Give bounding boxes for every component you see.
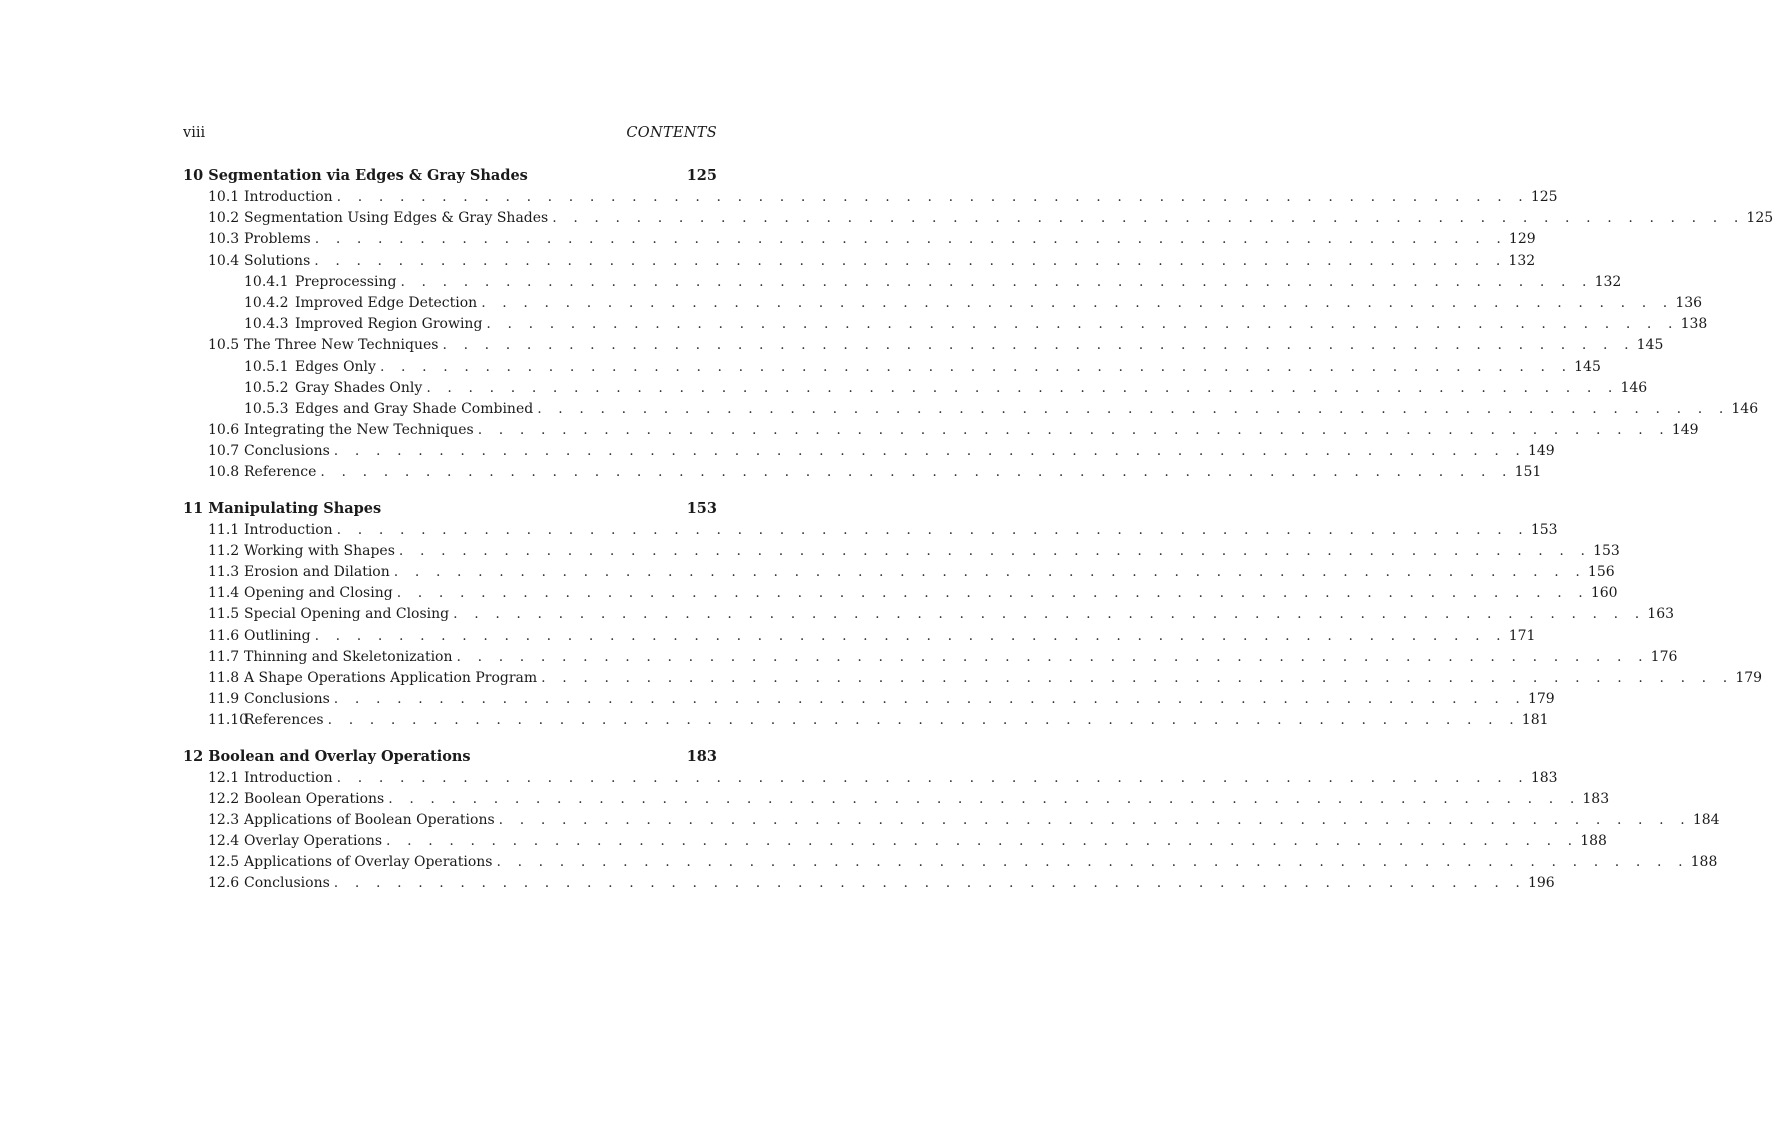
entry-label: Reference <box>244 464 317 481</box>
entry-page: 132 <box>1594 273 1622 290</box>
entry-label: References <box>244 712 324 729</box>
entry-label: Working with Shapes <box>244 542 395 559</box>
toc-entry <box>183 562 1615 583</box>
toc-entry <box>183 229 1536 250</box>
entry-number: 12.4 <box>208 833 240 850</box>
dot-leader: . . . . . . . . . . . . . . . . . . . . . . . . . . . . . . . . . . . . . . . . . . . . . . . . . . . . . . . . . <box>552 210 1745 227</box>
entry-page: 188 <box>1580 833 1607 850</box>
entry-label: Boolean Operations <box>244 790 385 807</box>
entry-number: 11.9 <box>208 691 240 708</box>
entry-number: 10.3 <box>208 231 240 248</box>
entry-number: 10.5.1 <box>244 358 289 375</box>
entry-number: 10.4 <box>208 252 240 269</box>
dot-leader: . . . . . . . . . . . . . . . . . . . . . . . . . . . . . . . . . . . . . . . . . . . . . . . . . . . . . . . . . <box>386 833 1579 850</box>
chapter-page: 153 <box>686 499 717 517</box>
entry-label: Solutions <box>244 252 311 269</box>
entry-page: 125 <box>1746 210 1773 227</box>
dot-leader: . . . . . . . . . . . . . . . . . . . . . . . . . . . . . . . . . . . . . . . . . . . . . . . . . . . . . . . . . <box>336 769 1529 786</box>
entry-label: Improved Region Growing <box>295 316 483 333</box>
entry-label: Overlay Operations <box>244 833 383 850</box>
entry-number: 12.6 <box>208 875 240 892</box>
entry-page: 181 <box>1521 712 1549 729</box>
entry-page: 129 <box>1508 231 1536 248</box>
entry-label: Conclusions <box>244 443 330 460</box>
toc-entry <box>183 441 1555 462</box>
toc-entry <box>183 647 1678 668</box>
toc-entry <box>183 420 1699 441</box>
entry-label: Applications of Overlay Operations <box>244 854 493 871</box>
entry-number: 10.4.1 <box>244 273 289 290</box>
entry-page: 179 <box>1735 669 1763 686</box>
dot-leader: . . . . . . . . . . . . . . . . . . . . . . . . . . . . . . . . . . . . . . . . . . . . . . . . . . . . . . . . . <box>442 337 1635 354</box>
entry-page: 163 <box>1647 606 1675 623</box>
entry-label: Conclusions <box>244 691 330 708</box>
dot-leader: . . . . . . . . . . . . . . . . . . . . . . . . . . . . . . . . . . . . . . . . . . . . . . . . . . . . . . . . . <box>333 691 1526 708</box>
dot-leader: . . . . . . . . . . . . . . . . . . . . . . . . . . . . . . . . . . . . . . . . . . . . . . . . . . . . . . . . . <box>456 648 1649 665</box>
entry-number: 10.5 <box>208 337 240 354</box>
toc-entry <box>183 668 1763 689</box>
entry-number: 11.1 <box>208 521 240 538</box>
dot-leader: . . . . . . . . . . . . . . . . . . . . . . . . . . . . . . . . . . . . . . . . . . . . . . . . . . . . . . . . . <box>453 606 1646 623</box>
entry-label: Integrating the New Techniques <box>244 422 474 439</box>
entry-page: 184 <box>1692 811 1720 828</box>
toc-entry <box>183 187 1558 208</box>
entry-label: Introduction <box>244 521 333 538</box>
toc-entry <box>183 831 1607 852</box>
chapter-title: 12 Boolean and Overlay Operations <box>183 747 471 765</box>
entry-number: 12.1 <box>208 769 240 786</box>
entry-label: Special Opening and Closing <box>244 606 450 623</box>
entry-page: 183 <box>1582 790 1610 807</box>
entry-page: 146 <box>1731 400 1759 417</box>
entry-number: 10.4.3 <box>244 316 289 333</box>
entry-page: 188 <box>1690 854 1718 871</box>
entry-label: The Three New Techniques <box>244 337 439 354</box>
dot-leader: . . . . . . . . . . . . . . . . . . . . . . . . . . . . . . . . . . . . . . . . . . . . . . . . . . . . . . . . . <box>498 811 1691 828</box>
entry-label: Introduction <box>244 769 333 786</box>
entry-number: 11.4 <box>208 585 240 602</box>
entry-page: 179 <box>1527 691 1555 708</box>
toc-entry <box>183 583 1618 604</box>
chapter-page: 183 <box>686 747 717 765</box>
entry-label: Preprocessing <box>295 273 397 290</box>
entry-number: 11.7 <box>208 648 240 665</box>
toc-entry <box>183 710 1549 731</box>
dot-leader: . . . . . . . . . . . . . . . . . . . . . . . . . . . . . . . . . . . . . . . . . . . . . . . . . . . . . . . . . <box>314 231 1507 248</box>
dot-leader: . . . . . . . . . . . . . . . . . . . . . . . . . . . . . . . . . . . . . . . . . . . . . . . . . . . . . . . . . <box>388 790 1581 807</box>
entry-number: 12.3 <box>208 811 240 828</box>
running-head <box>183 123 717 143</box>
dot-leader: . . . . . . . . . . . . . . . . . . . . . . . . . . . . . . . . . . . . . . . . . . . . . . . . . . . . . . . . . <box>541 669 1734 686</box>
page-number: viii <box>183 125 206 141</box>
entry-label: Improved Edge Detection <box>295 294 478 311</box>
chapter-heading <box>183 498 717 519</box>
entry-page: 145 <box>1574 358 1601 375</box>
dot-leader: . . . . . . . . . . . . . . . . . . . . . . . . . . . . . . . . . . . . . . . . . . . . . . . . . . . . . . . . . <box>398 542 1592 559</box>
toc-page <box>183 123 1773 909</box>
entry-number: 11.8 <box>208 669 240 686</box>
chapter-title: 10 Segmentation via Edges & Gray Shades <box>183 167 528 184</box>
toc-entry <box>183 810 1720 831</box>
entry-label: Edges and Gray Shade Combined <box>295 400 534 417</box>
entry-number: 10.2 <box>208 210 240 227</box>
toc-entry <box>183 768 1558 789</box>
chapter-heading <box>183 746 717 767</box>
dot-leader: . . . . . . . . . . . . . . . . . . . . . . . . . . . . . . . . . . . . . . . . . . . . . . . . . . . . . . . . . <box>379 358 1573 375</box>
entry-number: 12.5 <box>208 854 240 871</box>
entry-page: 153 <box>1530 521 1558 538</box>
entry-number: 11.6 <box>208 627 240 644</box>
dot-leader: . . . . . . . . . . . . . . . . . . . . . . . . . . . . . . . . . . . . . . . . . . . . . . . . . . . . . . . . . <box>400 273 1593 290</box>
entry-label: Opening and Closing <box>244 585 393 602</box>
entry-number: 12.2 <box>208 790 240 807</box>
entry-number: 10.5.2 <box>244 379 289 396</box>
entry-page: 149 <box>1527 443 1555 460</box>
toc-entry <box>183 604 1675 625</box>
toc-entry <box>183 251 1536 272</box>
entry-page: 149 <box>1671 422 1699 439</box>
entry-label: A Shape Operations Application Program <box>244 669 538 686</box>
entry-number: 11.10 <box>208 712 249 729</box>
toc-entry <box>183 873 1555 894</box>
entry-page: 125 <box>1530 189 1558 205</box>
toc-entry <box>183 208 1773 229</box>
chapter-page: 125 <box>686 167 717 184</box>
entry-label: Problems <box>244 231 311 248</box>
table-of-contents <box>183 165 1773 895</box>
dot-leader: . . . . . . . . . . . . . . . . . . . . . . . . . . . . . . . . . . . . . . . . . . . . . . . . . . . . . . . . . <box>314 627 1507 644</box>
entry-number: 10.4.2 <box>244 294 289 311</box>
entry-label: Introduction <box>244 189 333 205</box>
dot-leader: . . . . . . . . . . . . . . . . . . . . . . . . . . . . . . . . . . . . . . . . . . . . . . . . . . . . . . . . . <box>336 189 1529 205</box>
dot-leader: . . . . . . . . . . . . . . . . . . . . . . . . . . . . . . . . . . . . . . . . . . . . . . . . . . . . . . . . . <box>393 564 1586 580</box>
toc-entry <box>183 293 1703 314</box>
toc-entry <box>183 789 1610 810</box>
entry-label: Segmentation Using Edges & Gray Shades <box>244 210 549 227</box>
entry-number: 11.2 <box>208 542 240 559</box>
dot-leader: . . . . . . . . . . . . . . . . . . . . . . . . . . . . . . . . . . . . . . . . . . . . . . . . . . . . . . . . . <box>426 379 1619 396</box>
entry-label: Outlining <box>244 627 311 644</box>
entry-number: 11.3 <box>208 564 240 580</box>
entry-number: 10.7 <box>208 443 240 460</box>
entry-number: 11.5 <box>208 606 240 623</box>
toc-entry <box>183 689 1555 710</box>
dot-leader: . . . . . . . . . . . . . . . . . . . . . . . . . . . . . . . . . . . . . . . . . . . . . . . . . . . . . . . . . <box>333 443 1526 460</box>
entry-number: 10.1 <box>208 189 240 205</box>
entry-label: Applications of Boolean Operations <box>244 811 495 828</box>
toc-entry <box>183 462 1542 483</box>
entry-label: Thinning and Skeletonization <box>244 648 453 665</box>
dot-leader: . . . . . . . . . . . . . . . . . . . . . . . . . . . . . . . . . . . . . . . . . . . . . . . . . . . . . . . . . <box>537 400 1730 417</box>
toc-entry <box>183 520 1558 541</box>
entry-page: 183 <box>1530 769 1558 786</box>
entry-label: Edges Only <box>295 358 376 375</box>
dot-leader: . . . . . . . . . . . . . . . . . . . . . . . . . . . . . . . . . . . . . . . . . . . . . . . . . . . . . . . . . <box>396 585 1589 602</box>
toc-entry <box>183 357 1601 378</box>
toc-entry <box>183 852 1718 873</box>
dot-leader: . . . . . . . . . . . . . . . . . . . . . . . . . . . . . . . . . . . . . . . . . . . . . . . . . . . . . . . . . <box>496 854 1689 871</box>
entry-page: 176 <box>1650 648 1678 665</box>
entry-page: 145 <box>1636 337 1664 354</box>
chapter-section <box>183 498 1763 732</box>
dot-leader: . . . . . . . . . . . . . . . . . . . . . . . . . . . . . . . . . . . . . . . . . . . . . . . . . . . . . . . . . <box>314 252 1507 269</box>
entry-page: 171 <box>1508 627 1536 644</box>
dot-leader: . . . . . . . . . . . . . . . . . . . . . . . . . . . . . . . . . . . . . . . . . . . . . . . . . . . . . . . . . <box>333 875 1526 892</box>
entry-page: 153 <box>1593 542 1620 559</box>
chapter-section <box>183 165 1773 484</box>
toc-entry <box>183 541 1620 562</box>
dot-leader: . . . . . . . . . . . . . . . . . . . . . . . . . . . . . . . . . . . . . . . . . . . . . . . . . . . . . . . . . <box>320 464 1513 481</box>
entry-page: 156 <box>1587 564 1615 580</box>
dot-leader: . . . . . . . . . . . . . . . . . . . . . . . . . . . . . . . . . . . . . . . . . . . . . . . . . . . . . . . . . <box>481 294 1674 311</box>
toc-entry <box>183 399 1759 420</box>
entry-page: 196 <box>1527 875 1555 892</box>
dot-leader: . . . . . . . . . . . . . . . . . . . . . . . . . . . . . . . . . . . . . . . . . . . . . . . . . . . . . . . . . <box>336 521 1529 538</box>
entry-number: 10.6 <box>208 422 240 439</box>
chapter-heading <box>183 165 717 186</box>
entry-page: 136 <box>1675 294 1703 311</box>
chapter-title: 11 Manipulating Shapes <box>183 499 382 517</box>
dot-leader: . . . . . . . . . . . . . . . . . . . . . . . . . . . . . . . . . . . . . . . . . . . . . . . . . . . . . . . . . <box>486 316 1679 333</box>
entry-label: Conclusions <box>244 875 330 892</box>
running-title: CONTENTS <box>626 125 717 141</box>
entry-page: 151 <box>1514 464 1542 481</box>
toc-entry <box>183 335 1664 356</box>
toc-entry <box>183 378 1648 399</box>
toc-entry <box>183 626 1536 647</box>
chapter-section <box>183 746 1720 895</box>
dot-leader: . . . . . . . . . . . . . . . . . . . . . . . . . . . . . . . . . . . . . . . . . . . . . . . . . . . . . . . . . <box>477 422 1670 439</box>
entry-page: 132 <box>1508 252 1536 269</box>
toc-entry <box>183 272 1622 293</box>
entry-number: 10.5.3 <box>244 400 289 417</box>
dot-leader: . . . . . . . . . . . . . . . . . . . . . . . . . . . . . . . . . . . . . . . . . . . . . . . . . . . . . . . . . <box>327 712 1520 729</box>
entry-label: Gray Shades Only <box>295 379 423 396</box>
toc-entry <box>183 314 1708 335</box>
entry-number: 10.8 <box>208 464 240 481</box>
entry-page: 146 <box>1620 379 1648 396</box>
entry-page: 138 <box>1680 316 1708 333</box>
entry-label: Erosion and Dilation <box>244 564 390 580</box>
entry-page: 160 <box>1590 585 1618 602</box>
